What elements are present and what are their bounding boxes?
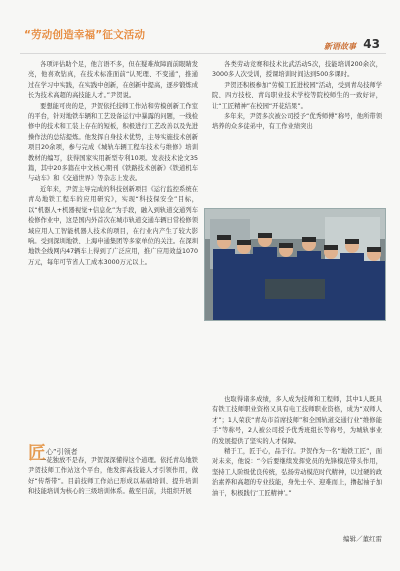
column-title: “劳动创造幸福”征文活动: [24, 29, 146, 41]
paragraph: 各项评估助个足，他言语不多，但在疑难故障面前眼睛发亮，他喜欢钻真，在技术标准面前“认死理、不变通”，推通过在学习中实践，在实践中创新，在创新中提高，逐步锻炼成长为技术高超的高技能人才。”尹贺说。: [28, 61, 199, 100]
column-right-bottom: [212, 395, 382, 499]
paragraph: 要想能可贵的是，尹贺依托技师工作站和劳模创新工作室的平台，针对地铁车辆和工艺设备运行中暴露的问题，一线检修中的技术和工装上存在的短板，积极进行工艺改善以及先进操作法的总结提炼。他发挥自身技术优势，主导实施技术创新项目20余项，参与完成《城轨车辆工程车技术与维修》培训教材的编写，获得国家实用新型专利10项。发表技术论文35篇，其中20多篇在中文核心期刊《铁路技术创新》《铁道机车与动车》和《交通世界》等杂志上发表。: [28, 102, 199, 183]
section-name: 新语故事: [324, 42, 356, 51]
paragraph: 多年来，尹贺多次被公司授予“优秀师傅”称号，他所带领培养的众多徒弟中，有工作业绩突出: [212, 113, 382, 131]
paragraph: 尹贺还积极参加“劳模工匠进校园”活动，受到青岛技师学院、四方技校、青岛职业技术学校等院校师生的一致好评，让“工匠精神”在校园“开花结果”。: [212, 81, 382, 110]
paragraph: 一花独放不是春，尹贺深深懂得这个道理。依托青岛地铁尹贺技师工作站这个平台，他发挥高技能人才引领作用，做好“传帮带”。目前技师工作站已形成以基础培训、提升培训和技能培训为核心的三级培训体系。截至目前，共组织开展: [28, 457, 198, 496]
header-rule: [20, 53, 386, 54]
subheading-text: 心”引领者: [46, 448, 78, 456]
column-left-top: [28, 60, 198, 268]
column-left-bottom: [28, 456, 198, 498]
group-photo: [204, 208, 386, 321]
editor-credit: 编辑／董红雷: [343, 535, 382, 543]
subheading-initial: 匠: [28, 443, 46, 464]
page-number: 43: [363, 37, 380, 51]
paragraph: 精于工，匠于心，品于行。尹贺作为一名“地铁工匠”，面对未来，他说：“今后要继续发挥党员的先锋模范带头作用，坚持工人阶级优良传统，弘扬劳动模范时代精神，以过硬的政治素养和高超的专业技能，身先士卒、迎难而上，撸起袖子加油干，积极践行‘工匠精神’。”: [212, 448, 383, 497]
column-right-top: [212, 60, 382, 133]
group-photo-icon: [205, 209, 385, 320]
paragraph: 近年来，尹贺主导完成的科技创新项目《运行监控系统在青岛地铁工程车的应用研究》，实现“科技保安全”目标，以“机器人+机器视觉+信息化”为手段，融入到轨道交通列车检修作业中，这是国内外首次在城市轨道交通车辆日常检修领域应用人工智能机器人技术的项目，在行业内产生了较大影响。受到深圳地铁、上海申通集团等多家单位的关注。在深圳地铁全线网内47辆车上得到了广泛应用，推广应用效益1070万元，每年可节省人工成本3000万元以上。: [28, 185, 199, 266]
paragraph: 各类劳动竞赛和技术比武活动5次，技能培训200余次，3000多人次受训，授课培训时间达到500多课时。: [212, 61, 382, 79]
paragraph: 也取得诸多成绩，多人成为技师和工程师，其中1人既具有铁工技师职业资格又具有电工技师职业资格，成为“双师人才”；1人荣获“青岛市首席技师”和全国轨道交通行业“维修能手”等称号，2人被公司授予优秀班组长等称号，为城轨事业的发展提供了坚实的人才保障。: [212, 396, 382, 445]
